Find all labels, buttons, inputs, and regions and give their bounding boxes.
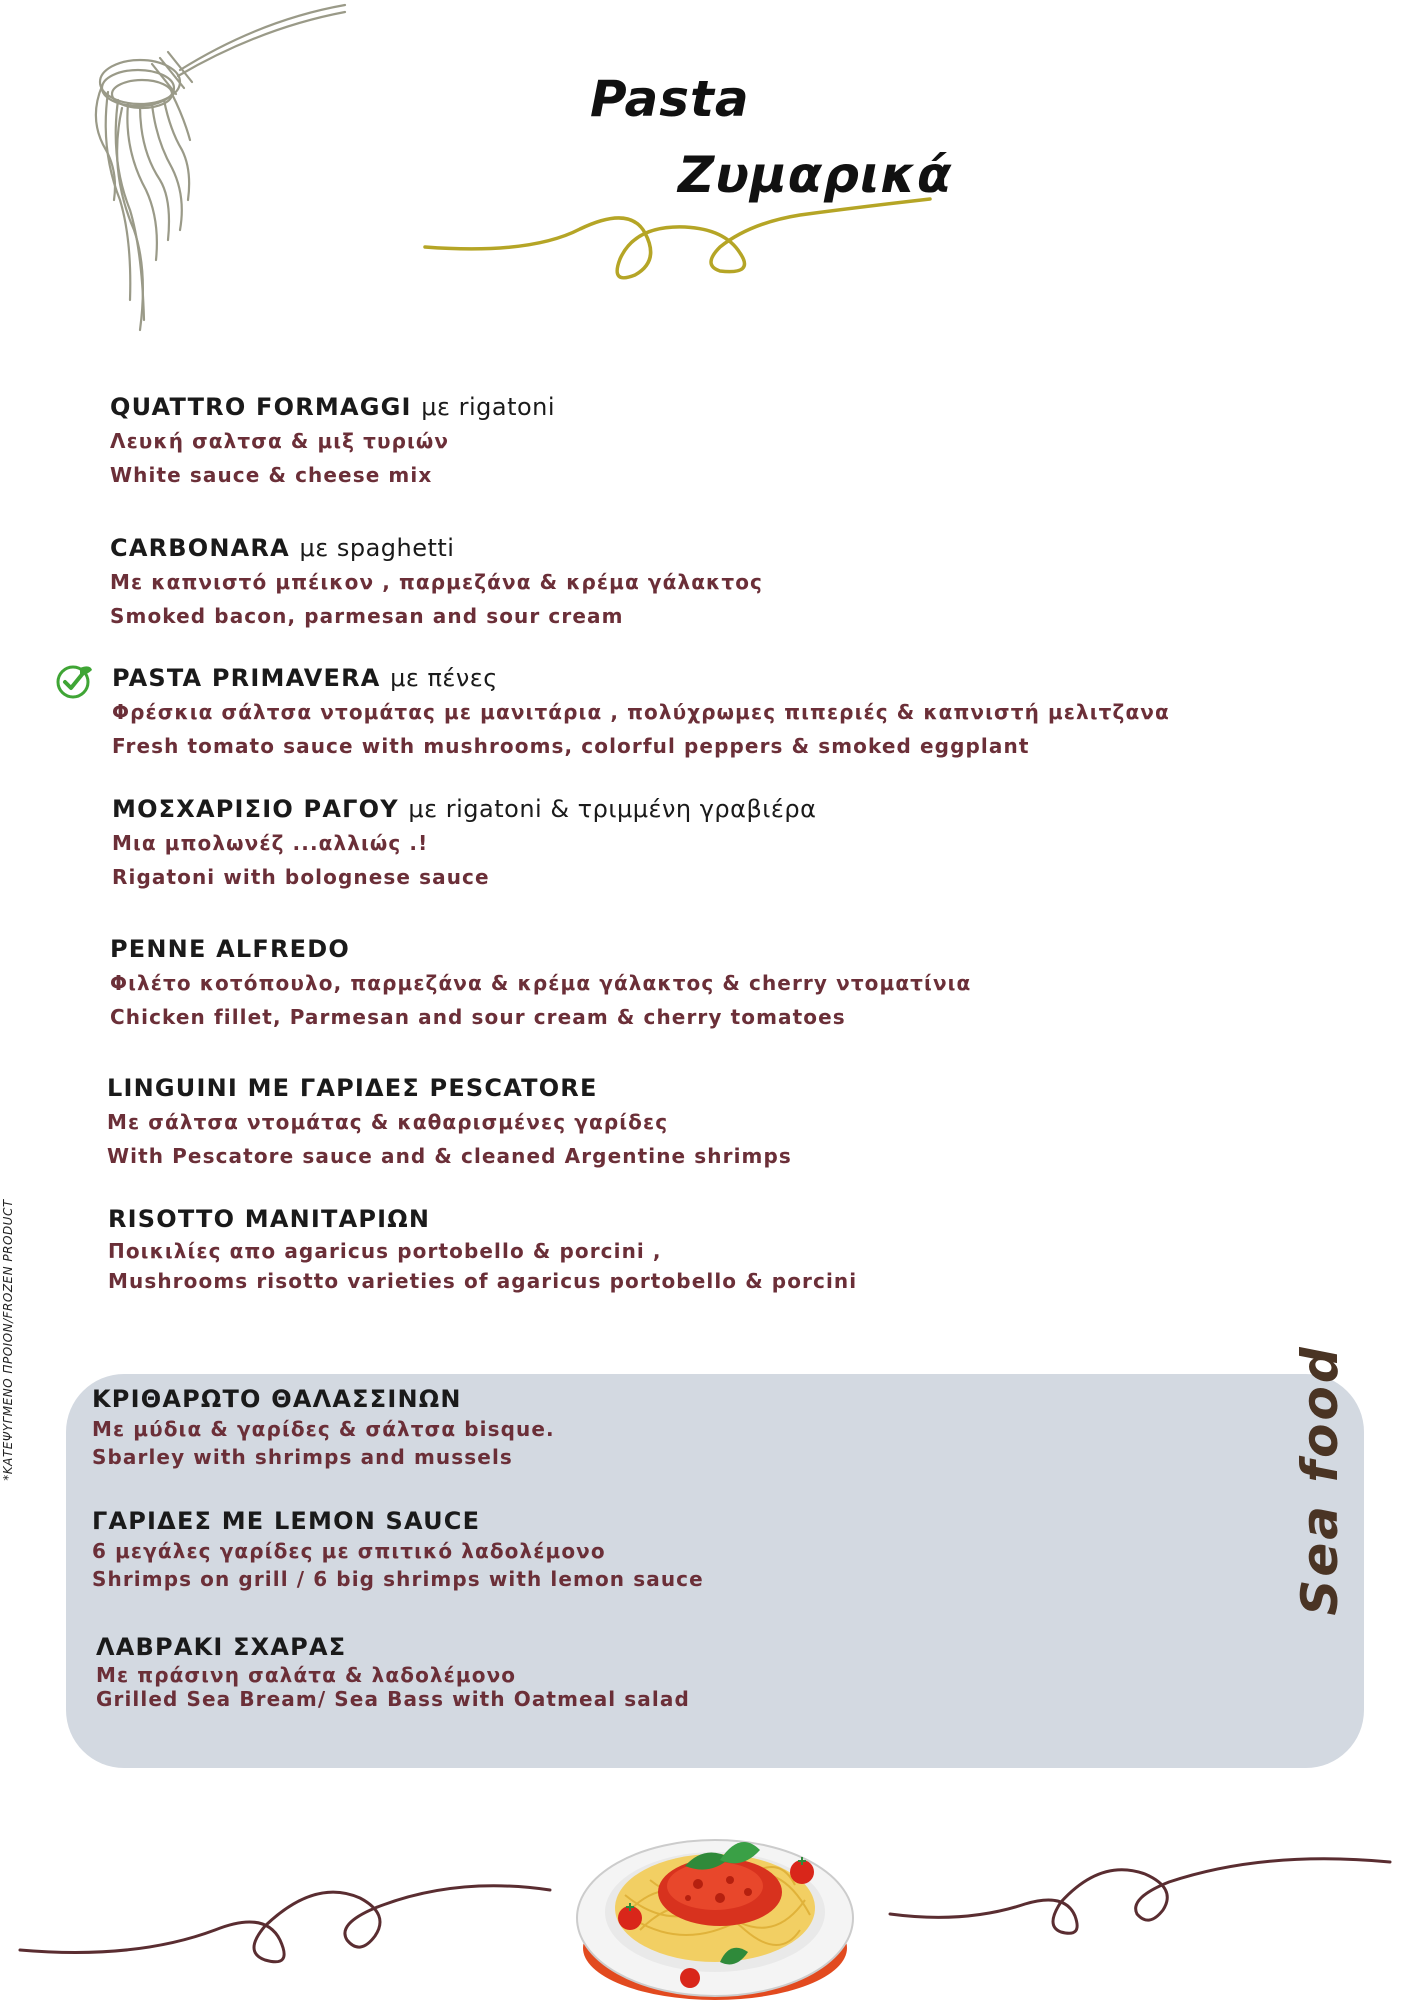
item-name: PENNE ALFREDO xyxy=(110,935,350,963)
menu-item-quattro-formaggi xyxy=(110,390,555,492)
item-name: ΜΟΣΧΑΡΙΣΙΟ ΡΑΓΟΥ xyxy=(112,795,399,823)
menu-item-risotto-manitarion xyxy=(108,1202,857,1296)
item-description-gr: Λευκή σαλτσα & μιξ τυριών xyxy=(110,429,450,453)
seafood-item-kritharoto xyxy=(92,1383,555,1471)
item-name: QUATTRO FORMAGGI xyxy=(110,393,412,421)
item-description-gr: Με σάλτσα ντομάτας & καθαρισμένες γαρίδες xyxy=(107,1110,669,1134)
item-description-gr: Φιλέτο κοτόπουλο, παρμεζάνα & κρέμα γάλακτος & cherry ντοματίνια xyxy=(110,971,972,995)
item-description-gr: 6 μεγάλες γαρίδες με σπιτικό λαδολέμονο xyxy=(92,1539,606,1563)
item-description-en: Sbarley with shrimps and mussels xyxy=(92,1445,513,1469)
title-pasta: Pasta xyxy=(590,70,750,128)
item-description-gr: Με πράσινη σαλάτα & λαδολέμονο xyxy=(96,1663,517,1687)
spaghetti-plate-icon xyxy=(570,1800,860,2000)
item-description-en: Rigatoni with bolognese sauce xyxy=(112,865,490,889)
menu-item-carbonara xyxy=(110,531,763,633)
title-swirl-decoration xyxy=(420,185,940,285)
item-connector: με rigatoni xyxy=(421,393,556,421)
menu-item-linguini-pescatore xyxy=(107,1071,792,1173)
menu-item-penne-alfredo xyxy=(110,932,971,1034)
item-description-gr: Με καπνιστό μπέικον , παρμεζάνα & κρέμα γάλακτος xyxy=(110,570,764,594)
item-description-en: With Pescatore sauce and & cleaned Argentine shrimps xyxy=(107,1144,792,1168)
frozen-product-note: *ΚΑΤΕΨΥΓΜΕΝΟ ΠΡΟΙΟΝ/FROZEN PRODUCT xyxy=(1,1199,15,1481)
seafood-item-lavraki xyxy=(96,1631,690,1711)
item-name: CARBONARA xyxy=(110,534,290,562)
item-connector: με rigatoni & τριμμένη γραβιέρα xyxy=(408,795,817,823)
item-description-gr: Φρέσκια σάλτσα ντομάτας με μανιτάρια , πολύχρωμες πιπεριές & καπνιστή μελιτζανα xyxy=(112,700,1170,724)
item-description-en: Smoked bacon, parmesan and sour cream xyxy=(110,604,624,628)
bottom-swirl-left xyxy=(15,1860,555,1970)
item-description-gr: Ποικιλίες απο agaricus portobello & porcini , xyxy=(108,1239,662,1263)
item-description-gr: Με μύδια & γαρίδες & σάλτσα bisque. xyxy=(92,1417,555,1441)
item-name: ΚΡΙΘΑΡΩΤΟ ΘΑΛΑΣΣΙΝΩΝ xyxy=(92,1385,462,1413)
item-description-en: Grilled Sea Bream/ Sea Bass with Oatmeal salad xyxy=(96,1687,690,1711)
item-description-en: White sauce & cheese mix xyxy=(110,463,433,487)
fork-spaghetti-illustration xyxy=(60,0,360,340)
item-description-en: Fresh tomato sauce with mushrooms, colorful peppers & smoked eggplant xyxy=(112,734,1030,758)
item-description-en: Mushrooms risotto varieties of agaricus portobello & porcini xyxy=(108,1269,858,1293)
item-connector: με spaghetti xyxy=(299,534,455,562)
item-name: PASTA PRIMAVERA xyxy=(112,664,381,692)
item-description-en: Shrimps on grill / 6 big shrimps with lemon sauce xyxy=(92,1567,704,1591)
item-name: LINGUINI ΜΕ ΓΑΡΙΔΕΣ PESCATORE xyxy=(107,1074,598,1102)
item-description-en: Chicken fillet, Parmesan and sour cream & cherry tomatoes xyxy=(110,1005,846,1029)
item-description-gr: Μια μπολωνέζ ...αλλιώς .! xyxy=(112,831,429,855)
menu-item-pasta-primavera xyxy=(112,661,1170,763)
bottom-swirl-right xyxy=(885,1840,1395,1950)
vegan-check-icon xyxy=(54,662,94,700)
item-name: RISOTTO ΜΑΝΙΤΑΡΙΩΝ xyxy=(108,1205,431,1233)
item-name: ΓΑΡΙΔΕΣ ΜΕ LEMON SAUCE xyxy=(92,1507,481,1535)
item-connector: με πένες xyxy=(390,664,498,692)
seafood-label: Sea food xyxy=(1291,1344,1349,1616)
seafood-item-garides-lemon xyxy=(92,1505,704,1593)
item-name: ΛΑΒΡΑΚΙ ΣΧΑΡΑΣ xyxy=(96,1633,347,1661)
menu-item-moscharisio-ragou xyxy=(112,792,816,894)
title-zymarika: Ζυμαρικά xyxy=(678,146,953,204)
